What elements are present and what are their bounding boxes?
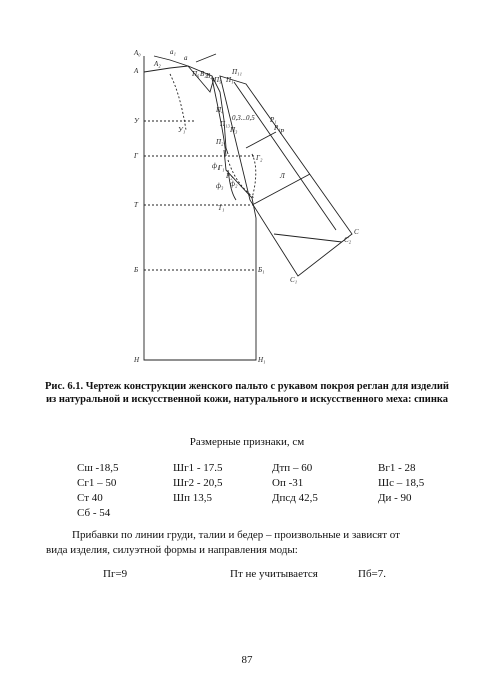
size-value: Дтп – 60 <box>272 462 313 474</box>
paragraph-line: вида изделия, силуэтной формы и направления моды: <box>46 544 298 556</box>
label-P2: Р₂ <box>226 172 233 180</box>
back-outline <box>144 56 256 360</box>
label-C1: С₁ <box>290 276 298 284</box>
label-B2: В₂ <box>200 70 207 78</box>
size-value: Сш -18,5 <box>77 462 119 474</box>
label-A: А <box>134 67 139 75</box>
size-value: Сг1 – 50 <box>77 477 117 489</box>
label-H: Н <box>134 356 140 364</box>
label-P4: П₄ <box>216 106 224 114</box>
size-value: Дпсд 42,5 <box>272 492 318 504</box>
sizes-title: Размерные признаки, см <box>189 436 305 448</box>
label-B4: В₄ <box>206 72 213 80</box>
label-C2: С₂ <box>344 236 352 244</box>
label-P6: П₆ <box>192 70 200 78</box>
size-value: Ст 40 <box>77 492 103 504</box>
label-P2p: П₂ <box>216 138 224 146</box>
size-value: Шг2 - 20,5 <box>173 477 223 489</box>
label-Y1: У₁ <box>178 126 186 134</box>
label-a: а <box>184 54 188 62</box>
label-a1: а₁ <box>170 48 176 56</box>
sizes-row <box>0 492 494 506</box>
paragraph-line: Прибавки по линии груди, талии и бедер – произвольные и зависят от <box>72 529 400 541</box>
label-P1: Р₁ <box>270 116 277 124</box>
allowance-hips: Пб=7. <box>358 568 386 580</box>
label-T1: Т₁ <box>218 204 225 212</box>
raglan-sleeve <box>220 76 352 276</box>
size-value: Ди - 90 <box>378 492 412 504</box>
size-value: Вг1 - 28 <box>378 462 416 474</box>
label-dim: 0,3...0,5 <box>232 114 255 122</box>
allowance-waist: Пт не учитывается <box>230 568 318 580</box>
label-G2: Г₂ <box>256 154 263 162</box>
label-G1: Г₁ <box>218 164 225 172</box>
size-value: Сб - 54 <box>77 507 111 519</box>
label-Y: У <box>134 117 139 125</box>
label-A0: А₀ <box>134 49 141 57</box>
pattern-drawing <box>130 38 370 368</box>
label-P13: П₁₃ <box>220 120 230 128</box>
label-B1: Б₁ <box>258 266 265 274</box>
label-B: Б <box>134 266 139 274</box>
label-L: Л <box>280 172 285 180</box>
size-value: Шп 13,5 <box>173 492 212 504</box>
label-P5: П₅ <box>214 76 222 84</box>
label-f2: ф₂ <box>230 180 238 188</box>
label-P1p: П₁ <box>226 76 234 84</box>
label-P3: П₃ <box>230 126 238 134</box>
label-C: С <box>354 228 359 236</box>
page-number: 87 <box>241 654 253 666</box>
sizes-row <box>0 462 494 476</box>
label-A2: А₂ <box>154 60 161 68</box>
label-H1: Н₁ <box>258 356 266 364</box>
label-f1: ф₁ <box>212 162 220 170</box>
allowances-paragraph <box>46 528 444 558</box>
label-P11: П₁₁ <box>232 68 242 76</box>
figure-caption: Рис. 6.1. Чертеж конструкции женского пальто с рукавом покроя реглан для изделий из натуральной и искусственной кожи, натурального и искусственного меха: спинка <box>45 381 449 405</box>
size-value: Шг1 - 17.5 <box>173 462 223 474</box>
label-R1: Р₁ <box>274 124 281 132</box>
label-P: Р <box>280 128 285 136</box>
allowance-chest: Пг=9 <box>103 568 128 580</box>
label-f3: ф₃ <box>216 182 224 190</box>
sizes-row <box>0 507 494 521</box>
sizes-row <box>0 477 494 491</box>
size-value: Оп -31 <box>272 477 304 489</box>
size-value: Шс – 18,5 <box>378 477 425 489</box>
label-T: Т <box>134 201 138 209</box>
label-G: Г <box>134 152 138 160</box>
